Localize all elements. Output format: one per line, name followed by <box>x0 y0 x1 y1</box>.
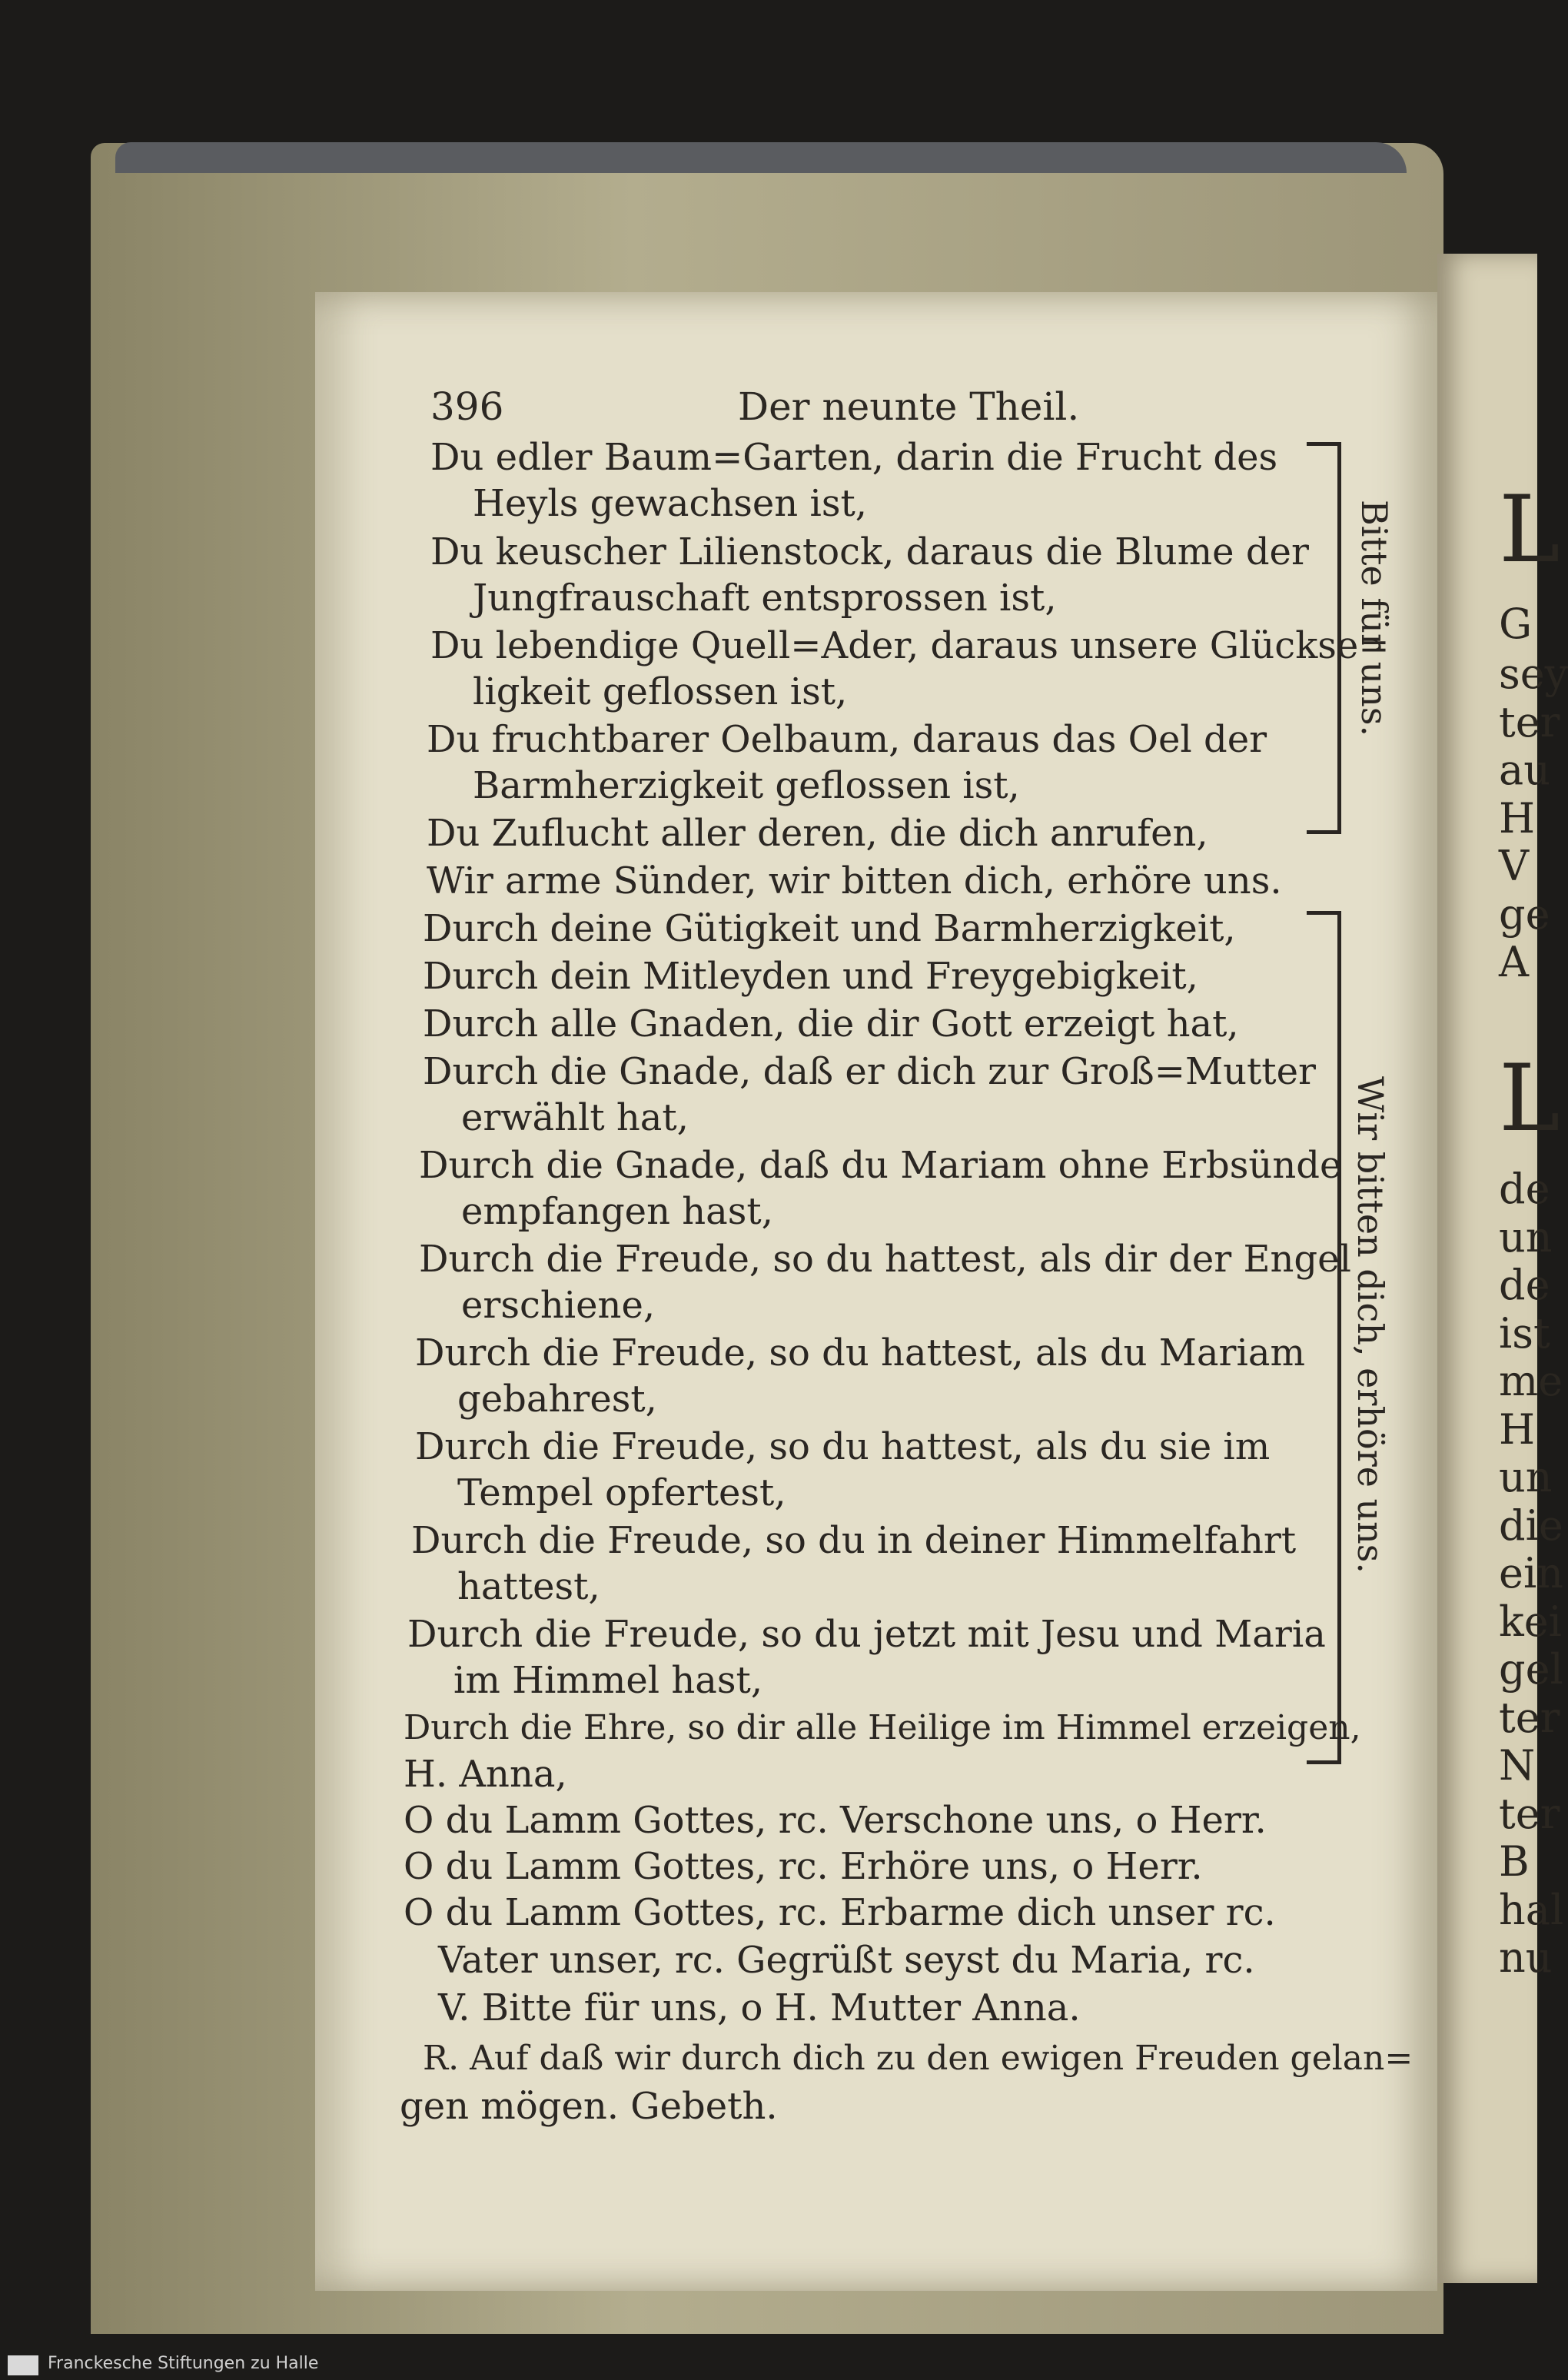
facing-fragment: die <box>1499 1501 1563 1550</box>
facing-fragment: L <box>1499 477 1560 583</box>
facing-fragment: H <box>1499 1405 1536 1454</box>
response-bracket <box>1307 911 1341 1764</box>
facing-fragment: ter <box>1499 1790 1560 1838</box>
text-line: Jungfrauschaft entsprossen ist, <box>473 577 1057 620</box>
facing-fragment: ter <box>1499 698 1560 746</box>
text-line: Durch dein Mitleyden und Freygebigkeit, <box>423 955 1198 998</box>
text-line: O du Lamm Gottes, rc. Erbarme dich unser rc. <box>404 1891 1276 1934</box>
text-line: Du Zuflucht aller deren, die dich anrufen, <box>427 812 1208 855</box>
page-number: 396 <box>430 384 504 429</box>
text-line: ligkeit geflossen ist, <box>473 670 848 713</box>
text-line: Tempel opfertest, <box>457 1471 786 1514</box>
text-line: gen mögen. Gebeth. <box>400 2085 778 2128</box>
facing-fragment: sey <box>1499 650 1568 698</box>
text-line: H. Anna, <box>404 1753 567 1796</box>
text-line: Durch die Freude, so du in deiner Himmelfahrt <box>411 1519 1297 1562</box>
text-line: Du keuscher Lilienstock, daraus die Blume der <box>430 530 1309 573</box>
text-line: Durch die Gnade, daß du Mariam ohne Erbsünde <box>419 1144 1342 1187</box>
facing-fragment: H <box>1499 794 1536 843</box>
text-line: Durch die Freude, so du hattest, als dir der Engel <box>419 1238 1351 1281</box>
text-line: Durch alle Gnaden, die dir Gott erzeigt hat, <box>423 1002 1239 1045</box>
facing-fragment: de <box>1499 1261 1550 1309</box>
running-title: Der neunte Theil. <box>738 384 1080 429</box>
facing-fragment: hal <box>1499 1886 1564 1934</box>
facing-fragment: gel <box>1499 1645 1563 1694</box>
text-line: Durch die Freude, so du hattest, als du sie im <box>415 1425 1271 1468</box>
text-line: Vater unser, rc. Gegrüßt seyst du Maria, rc. <box>438 1939 1255 1982</box>
facing-fragment: N <box>1499 1741 1536 1790</box>
facing-fragment: au <box>1499 746 1550 794</box>
institution-logo-icon <box>8 2355 38 2375</box>
facing-fragment: ein <box>1499 1549 1564 1597</box>
facing-fragment: un <box>1499 1453 1553 1501</box>
facing-fragment: ter <box>1499 1694 1560 1742</box>
response-bracket <box>1307 442 1341 834</box>
text-line: O du Lamm Gottes, rc. Verschone uns, o Herr. <box>404 1799 1267 1842</box>
facing-fragment: nu <box>1499 1933 1553 1982</box>
institution-name: Franckesche Stiftungen zu Halle <box>48 2354 319 2373</box>
text-line: R. Auf daß wir durch dich zu den ewigen Freuden gelan= <box>423 2039 1414 2078</box>
facing-fragment: me <box>1499 1357 1563 1405</box>
response-wir-bitten: Wir bitten dich, erhöre uns. <box>1350 1076 1391 1574</box>
text-line: Heyls gewachsen ist, <box>473 482 867 525</box>
text-line: Durch die Freude, so du hattest, als du Mariam <box>415 1331 1305 1374</box>
text-line: erwählt hat, <box>461 1096 689 1139</box>
text-line: Durch die Freude, so du jetzt mit Jesu und Maria <box>407 1613 1326 1656</box>
facing-fragment: A <box>1499 938 1529 986</box>
text-line: Du fruchtbarer Oelbaum, daraus das Oel der <box>427 718 1267 761</box>
facing-fragment: L <box>1499 1045 1560 1152</box>
facing-fragment: B <box>1499 1837 1530 1886</box>
facing-fragment: ist <box>1499 1309 1550 1358</box>
text-line: Du lebendige Quell=Ader, daraus unsere Glückse= <box>430 624 1390 667</box>
text-line: im Himmel hast, <box>453 1659 763 1702</box>
text-line: erschiene, <box>461 1284 656 1327</box>
text-line: hattest, <box>457 1565 600 1608</box>
text-line: O du Lamm Gottes, rc. Erhöre uns, o Herr. <box>404 1845 1203 1888</box>
text-line: Durch die Ehre, so dir alle Heilige im Himmel erzeigen, <box>404 1708 1361 1747</box>
footer-bar <box>0 2351 1537 2380</box>
facing-fragment: V <box>1499 842 1529 890</box>
text-line: Durch die Gnade, daß er dich zur Groß=Mutter <box>423 1050 1316 1093</box>
facing-fragment: de <box>1499 1165 1550 1213</box>
text-line: Durch deine Gütigkeit und Barmherzigkeit, <box>423 907 1236 950</box>
facing-fragment: ge <box>1499 890 1550 939</box>
facing-fragment: G <box>1499 600 1533 648</box>
text-line: gebahrest, <box>457 1378 657 1421</box>
text-line: empfangen hast, <box>461 1190 773 1233</box>
text-line: V. Bitte für uns, o H. Mutter Anna. <box>438 1986 1081 2029</box>
text-line: Wir arme Sünder, wir bitten dich, erhöre uns. <box>427 859 1282 902</box>
text-line: Barmherzigkeit geflossen ist, <box>473 764 1020 807</box>
response-bitte: Bitte für uns. <box>1354 500 1395 737</box>
facing-fragment: un <box>1499 1213 1553 1261</box>
facing-fragment: kei <box>1499 1597 1562 1646</box>
text-line: Du edler Baum=Garten, darin die Frucht des <box>430 436 1278 479</box>
